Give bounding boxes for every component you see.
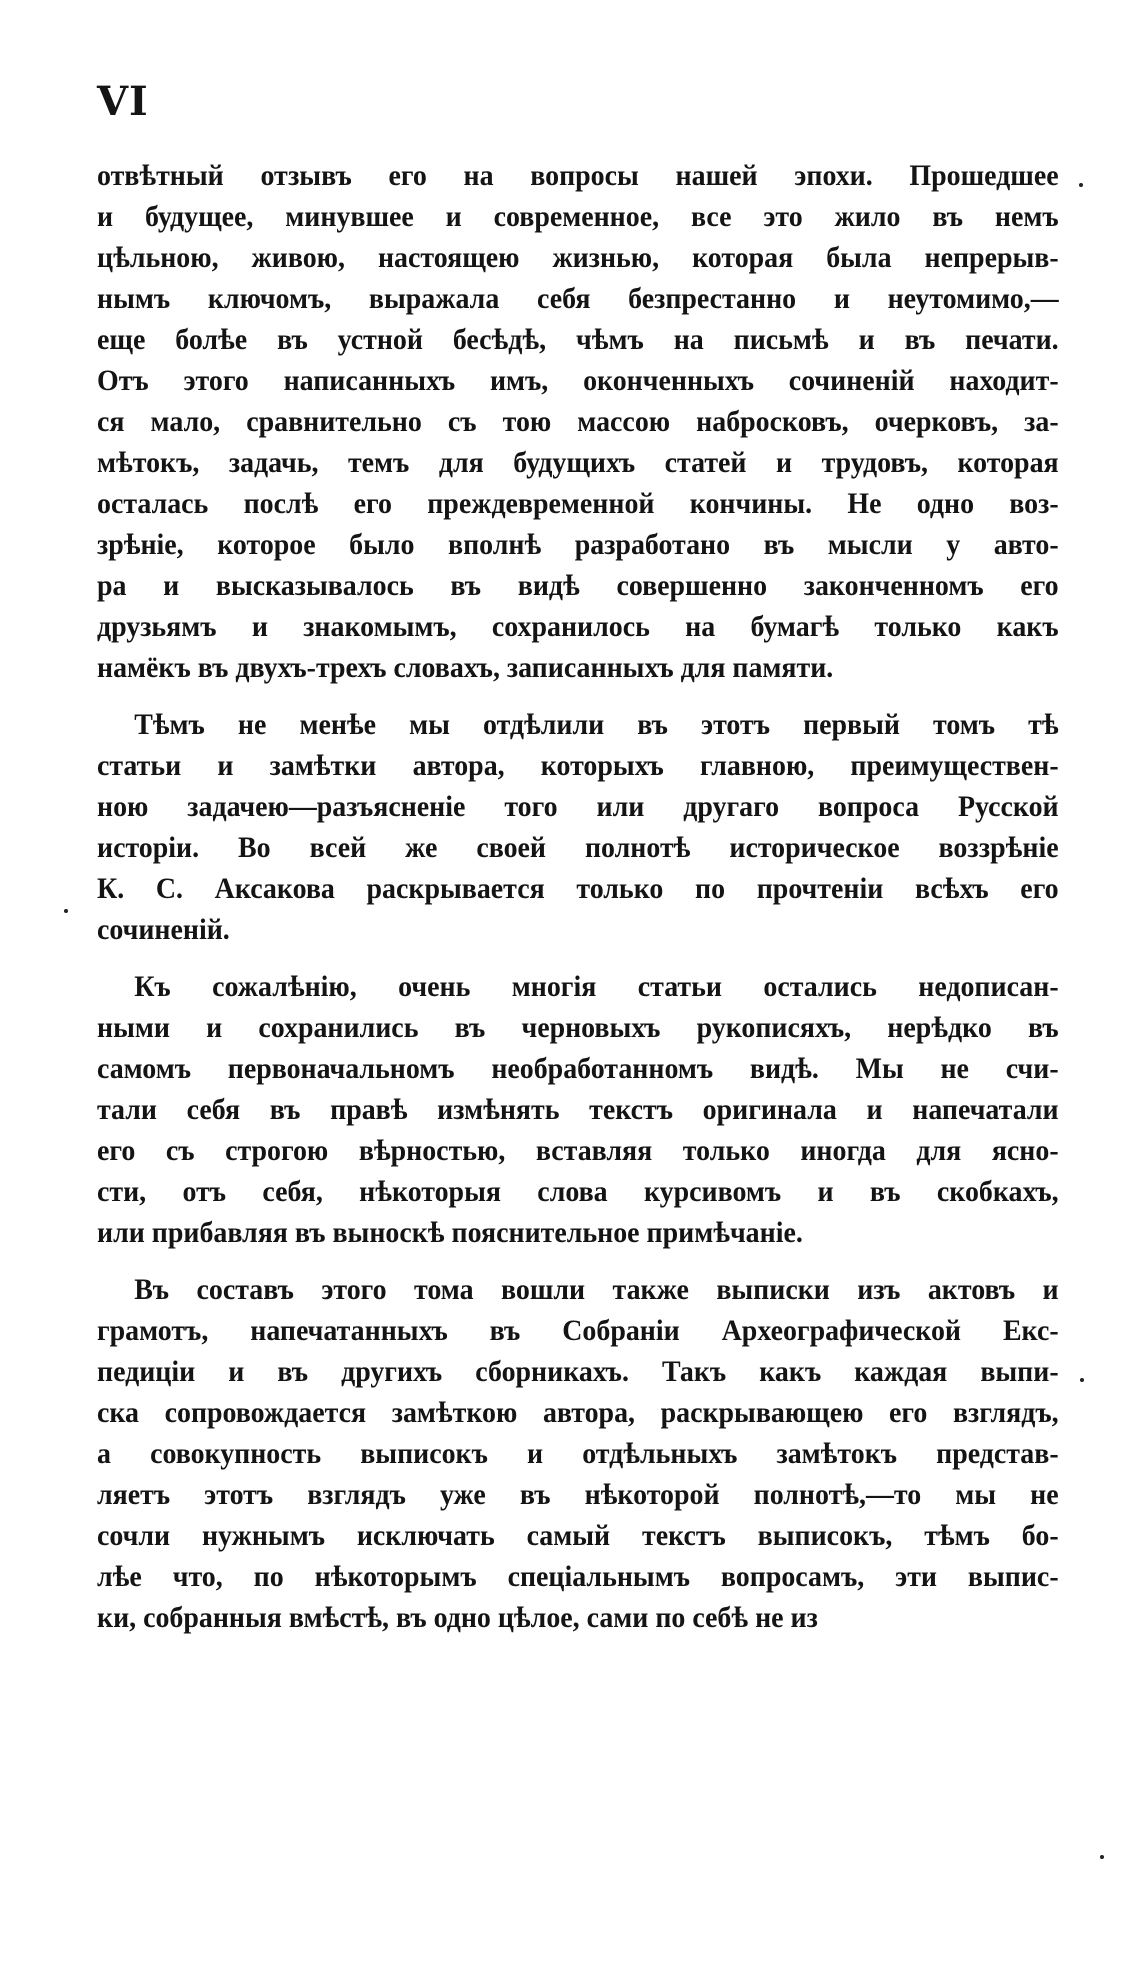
paragraph-1 [97, 155, 1059, 688]
text-body [97, 155, 1059, 1654]
text-line: друзьямъ и знакомымъ, сохранилось на бумагѣ только какъ [97, 610, 1059, 643]
text-line: цѣльною, живою, настоящею жизнью, которая была непрерыв- [97, 241, 1059, 274]
paragraph-2 [97, 704, 1059, 950]
text-line: грамотъ, напечатанныхъ въ Собраніи Археографической Екс- [97, 1314, 1059, 1347]
text-line: статьи и замѣтки автора, которыхъ главною, преимуществен- [97, 749, 1059, 782]
text-line: сти, отъ себя, нѣкоторыя слова курсивомъ и въ скобкахъ, [97, 1175, 1059, 1208]
text-line: ска сопровождается замѣткою автора, раскрывающею его взглядъ, [97, 1396, 1059, 1429]
text-line: еще болѣе въ устной бесѣдѣ, чѣмъ на письмѣ и въ печати. [97, 323, 1059, 356]
text-line: исторіи. Во всей же своей полнотѣ историческое воззрѣніе [97, 831, 1059, 864]
paragraph-3 [97, 966, 1059, 1253]
scan-speck [64, 909, 68, 913]
text-line: ляетъ этотъ взглядъ уже въ нѣкоторой полнотѣ,—то мы не [97, 1478, 1059, 1511]
text-line: намёкъ въ двухъ-трехъ словахъ, записанныхъ для памяти. [97, 651, 834, 684]
text-line: К. С. Аксакова раскрывается только по прочтеніи всѣхъ его [97, 872, 1059, 905]
text-line: его съ строгою вѣрностью, вставляя только иногда для ясно- [97, 1134, 1059, 1167]
text-line: ною задачею—разъясненіе того или другаго вопроса Русской [97, 790, 1059, 823]
scan-speck [1080, 1378, 1084, 1382]
text-line: Тѣмъ не менѣе мы отдѣлили въ этотъ первый томъ тѣ [134, 708, 1059, 741]
text-line: лѣе что, по нѣкоторымъ спеціальнымъ вопросамъ, эти выпис- [97, 1560, 1059, 1593]
text-line: самомъ первоначальномъ необработанномъ видѣ. Мы не счи- [97, 1052, 1059, 1085]
text-line: педиціи и въ другихъ сборникахъ. Такъ какъ каждая выпи- [97, 1355, 1059, 1388]
text-line: и будущее, минувшее и современное, все это жило въ немъ [97, 200, 1059, 233]
text-line: нымъ ключомъ, выражала себя безпрестанно и неутомимо,— [97, 282, 1059, 315]
text-line: мѣтокъ, задачь, темъ для будущихъ статей и трудовъ, которая [97, 446, 1059, 479]
scan-speck [1079, 183, 1083, 187]
text-line: ки, собранныя вмѣстѣ, въ одно цѣлое, сами по себѣ не из [97, 1601, 818, 1634]
text-line: сочли нужнымъ исключать самый текстъ выписокъ, тѣмъ бо- [97, 1519, 1059, 1552]
scan-speck [1100, 1855, 1104, 1859]
text-line: а совокупность выписокъ и отдѣльныхъ замѣтокъ представ- [97, 1437, 1059, 1470]
text-line: Въ составъ этого тома вошли также выписки изъ актовъ и [134, 1273, 1059, 1306]
text-line: ся мало, сравнительно съ тою массою набросковъ, очерковъ, за- [97, 405, 1059, 438]
text-line: Къ сожалѣнію, очень многія статьи остались недописан- [134, 970, 1059, 1003]
text-line: Отъ этого написанныхъ имъ, оконченныхъ сочиненій находит- [97, 364, 1059, 397]
text-line: ра и высказывалось въ видѣ совершенно законченномъ его [97, 569, 1059, 602]
text-line: осталась послѣ его преждевременной кончины. Не одно воз- [97, 487, 1059, 520]
paragraph-4 [97, 1269, 1059, 1638]
text-line: зрѣніе, которое было вполнѣ разработано въ мысли у авто- [97, 528, 1059, 561]
text-line: ными и сохранились въ черновыхъ рукописяхъ, нерѣдко въ [97, 1011, 1059, 1044]
text-line: сочиненій. [97, 913, 230, 946]
text-line: или прибавляя въ выноскѣ пояснительное примѣчаніе. [97, 1216, 803, 1249]
text-line: отвѣтный отзывъ его на вопросы нашей эпохи. Прошедшее [97, 159, 1059, 192]
page-number: VI [97, 78, 149, 125]
text-line: тали себя въ правѣ измѣнять текстъ оригинала и напечатали [97, 1093, 1059, 1126]
